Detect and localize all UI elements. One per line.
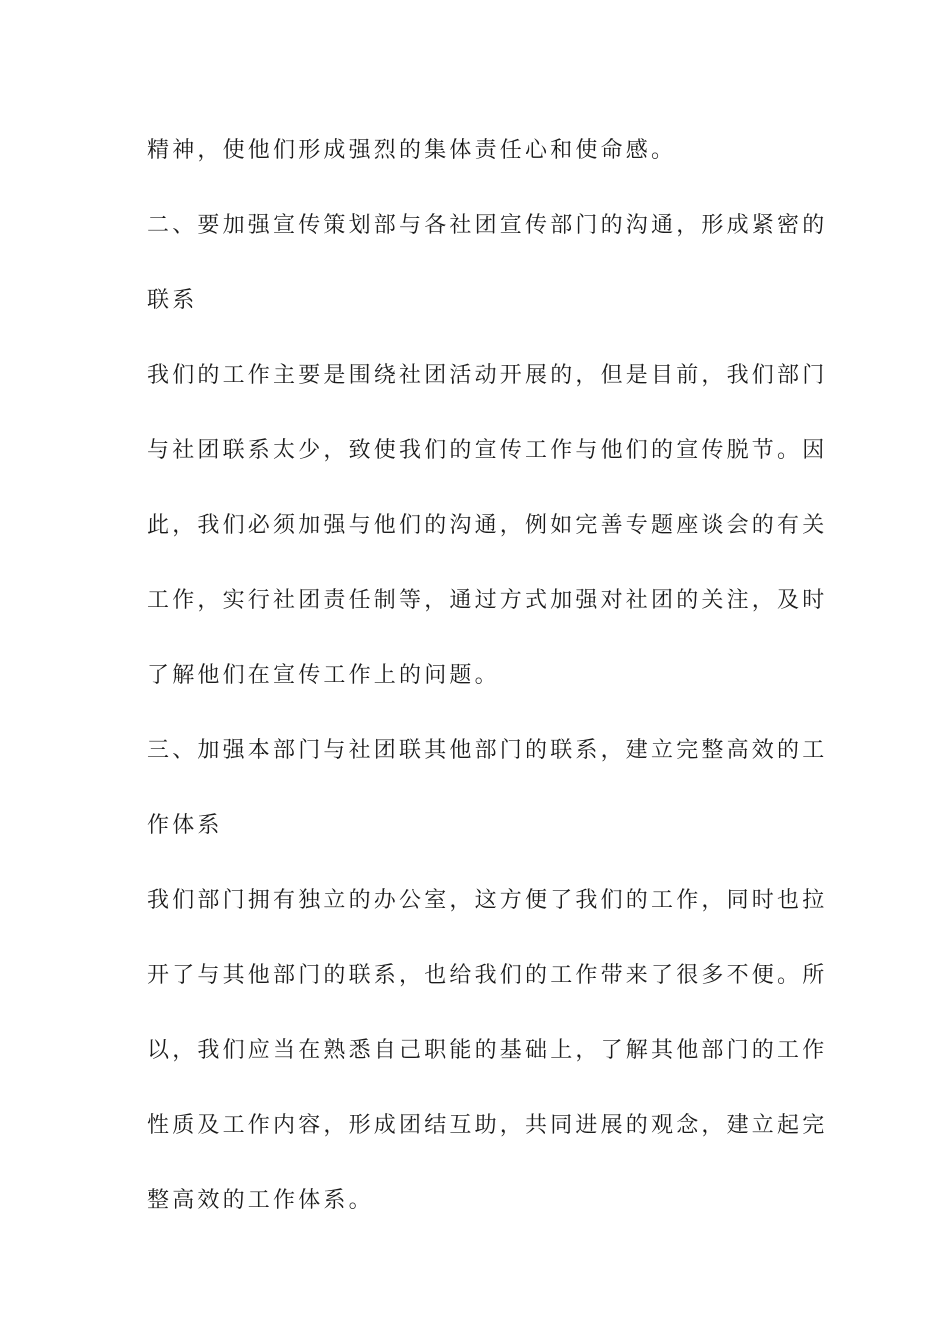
paragraph-line: 开了与其他部门的联系，也给我们的工作带来了很多不便。所	[147, 963, 828, 988]
paragraph-line: 我们部门拥有独立的办公室，这方便了我们的工作，同时也拉	[147, 888, 828, 913]
paragraph-line: 工作，实行社团责任制等，通过方式加强对社团的关注，及时	[147, 588, 828, 613]
paragraph-line: 整高效的工作体系。	[147, 1188, 374, 1213]
paragraph-line: 性质及工作内容，形成团结互助，共同进展的观念，建立起完	[147, 1113, 828, 1138]
section-heading-line: 三、加强本部门与社团联其他部门的联系，建立完整高效的工	[147, 738, 828, 763]
section-heading-line: 二、要加强宣传策划部与各社团宣传部门的沟通，形成紧密的	[147, 213, 828, 238]
section-heading-line: 联系	[147, 288, 198, 313]
paragraph-line: 与社团联系太少，致使我们的宣传工作与他们的宣传脱节。因	[147, 438, 828, 463]
paragraph-line: 此，我们必须加强与他们的沟通，例如完善专题座谈会的有关	[147, 513, 828, 538]
paragraph-line: 我们的工作主要是围绕社团活动开展的，但是目前，我们部门	[147, 363, 828, 388]
paragraph-line: 精神，使他们形成强烈的集体责任心和使命感。	[147, 138, 677, 163]
paragraph-line: 了解他们在宣传工作上的问题。	[147, 663, 500, 688]
paragraph-line: 以，我们应当在熟悉自己职能的基础上，了解其他部门的工作	[147, 1038, 828, 1063]
section-heading-line: 作体系	[147, 813, 223, 838]
